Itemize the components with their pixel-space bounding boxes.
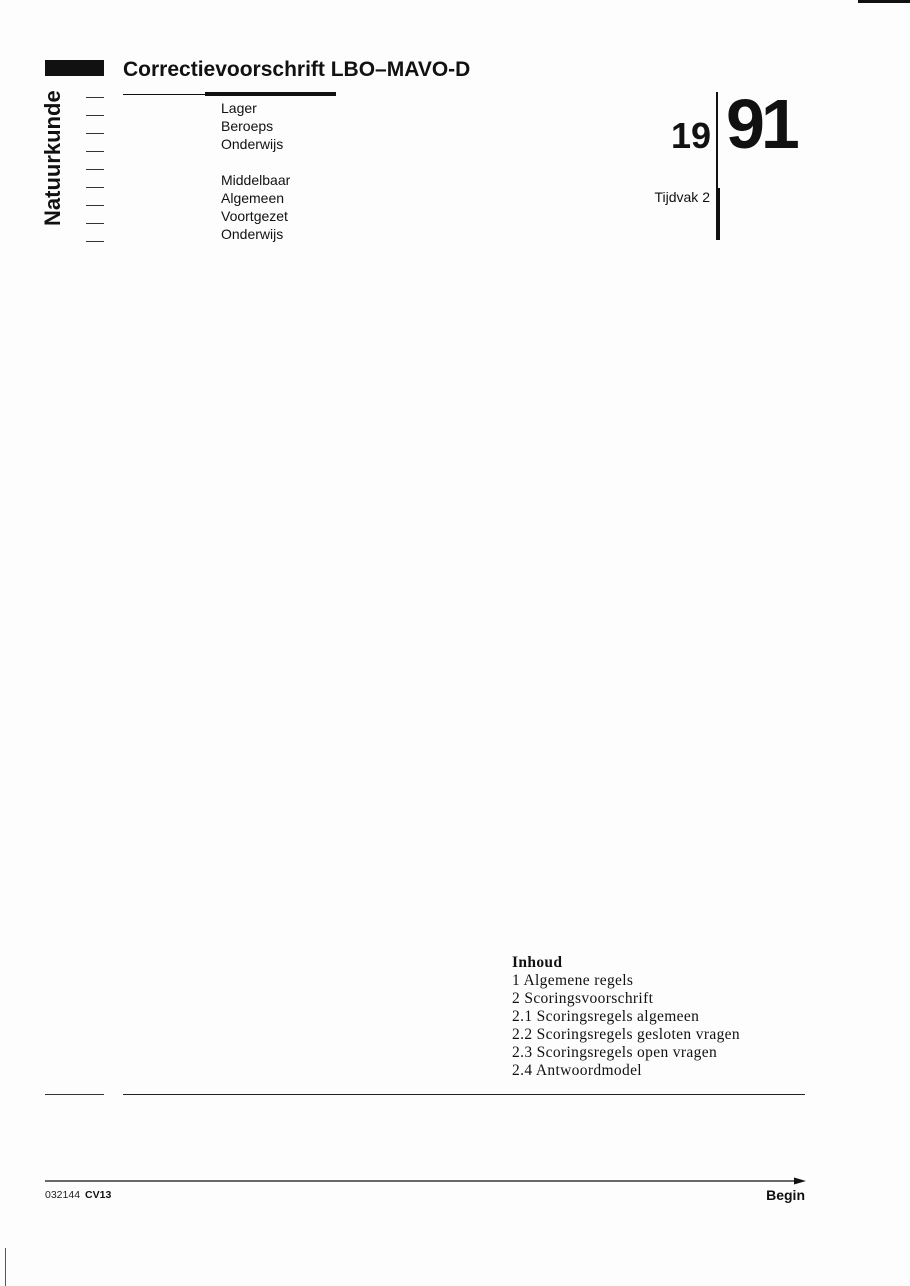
contents-item-label: Scoringsvoorschrift bbox=[524, 990, 654, 1007]
mavo-school-type-list bbox=[221, 171, 290, 243]
contents-item bbox=[512, 1008, 740, 1026]
school-type-word: Lager bbox=[221, 100, 257, 116]
year-century: 19 bbox=[671, 115, 712, 156]
contents-item bbox=[512, 1062, 740, 1080]
document-title: Correctievoorschrift LBO–MAVO-D bbox=[123, 58, 471, 81]
margin-tick bbox=[86, 223, 104, 224]
school-type-word: Onderwijs bbox=[221, 226, 284, 242]
contents-item-label: Scoringsregels algemeen bbox=[536, 1008, 700, 1025]
contents-item bbox=[512, 1026, 740, 1044]
contents-item-number: 2 bbox=[512, 990, 521, 1007]
footer-rule-short bbox=[45, 1094, 104, 1095]
document-code bbox=[45, 1188, 111, 1202]
arrow-head bbox=[794, 1178, 806, 1185]
begin-label: Begin bbox=[766, 1187, 805, 1203]
school-type-word: Beroeps bbox=[221, 118, 274, 134]
contents-item bbox=[512, 1044, 740, 1062]
contents-item bbox=[512, 972, 740, 990]
school-type-word: Middelbaar bbox=[221, 172, 291, 188]
contents-item-label: Scoringsregels gesloten vragen bbox=[536, 1026, 741, 1043]
contents-item bbox=[512, 990, 740, 1008]
year-divider-line bbox=[716, 92, 718, 190]
margin-tick bbox=[86, 187, 104, 188]
year-decade: 91 bbox=[726, 85, 796, 163]
lbo-school-type-list bbox=[221, 99, 283, 153]
year-divider-bold bbox=[716, 188, 720, 240]
contents-item-number: 2.3 bbox=[512, 1044, 533, 1061]
contents-item-number: 2.1 bbox=[512, 1008, 533, 1025]
school-type-word: Voortgezet bbox=[221, 208, 288, 224]
margin-tick bbox=[86, 169, 104, 170]
contents-item-label: Scoringsregels open vragen bbox=[536, 1044, 718, 1061]
contents-item-label: Algemene regels bbox=[523, 972, 634, 989]
contents-item-number: 2.2 bbox=[512, 1026, 533, 1043]
margin-tick bbox=[86, 115, 104, 116]
document-number: 032144 bbox=[45, 1189, 81, 1201]
document-series: CV13 bbox=[85, 1189, 112, 1201]
contents-heading: Inhoud bbox=[512, 954, 563, 971]
margin-tick bbox=[86, 133, 104, 134]
exam-period: Tijdvak 2 bbox=[654, 189, 710, 205]
table-of-contents bbox=[512, 954, 740, 1080]
margin-tick bbox=[86, 97, 104, 98]
margin-tick bbox=[86, 151, 104, 152]
footer-rule-long bbox=[123, 1094, 805, 1095]
contents-item-label: Antwoordmodel bbox=[535, 1062, 642, 1079]
scan-edge-line bbox=[5, 1248, 6, 1286]
subject-marker-block bbox=[45, 60, 104, 76]
subject-label: Natuurkunde bbox=[40, 90, 65, 226]
contents-item-number: 1 bbox=[512, 972, 521, 989]
school-type-word: Onderwijs bbox=[221, 136, 284, 152]
school-type-word: Algemeen bbox=[221, 190, 285, 206]
margin-tick bbox=[86, 205, 104, 206]
scan-edge-mark bbox=[858, 0, 910, 3]
contents-item-number: 2.4 bbox=[512, 1062, 533, 1079]
margin-tick bbox=[86, 241, 104, 242]
title-underline-bold bbox=[205, 92, 336, 96]
